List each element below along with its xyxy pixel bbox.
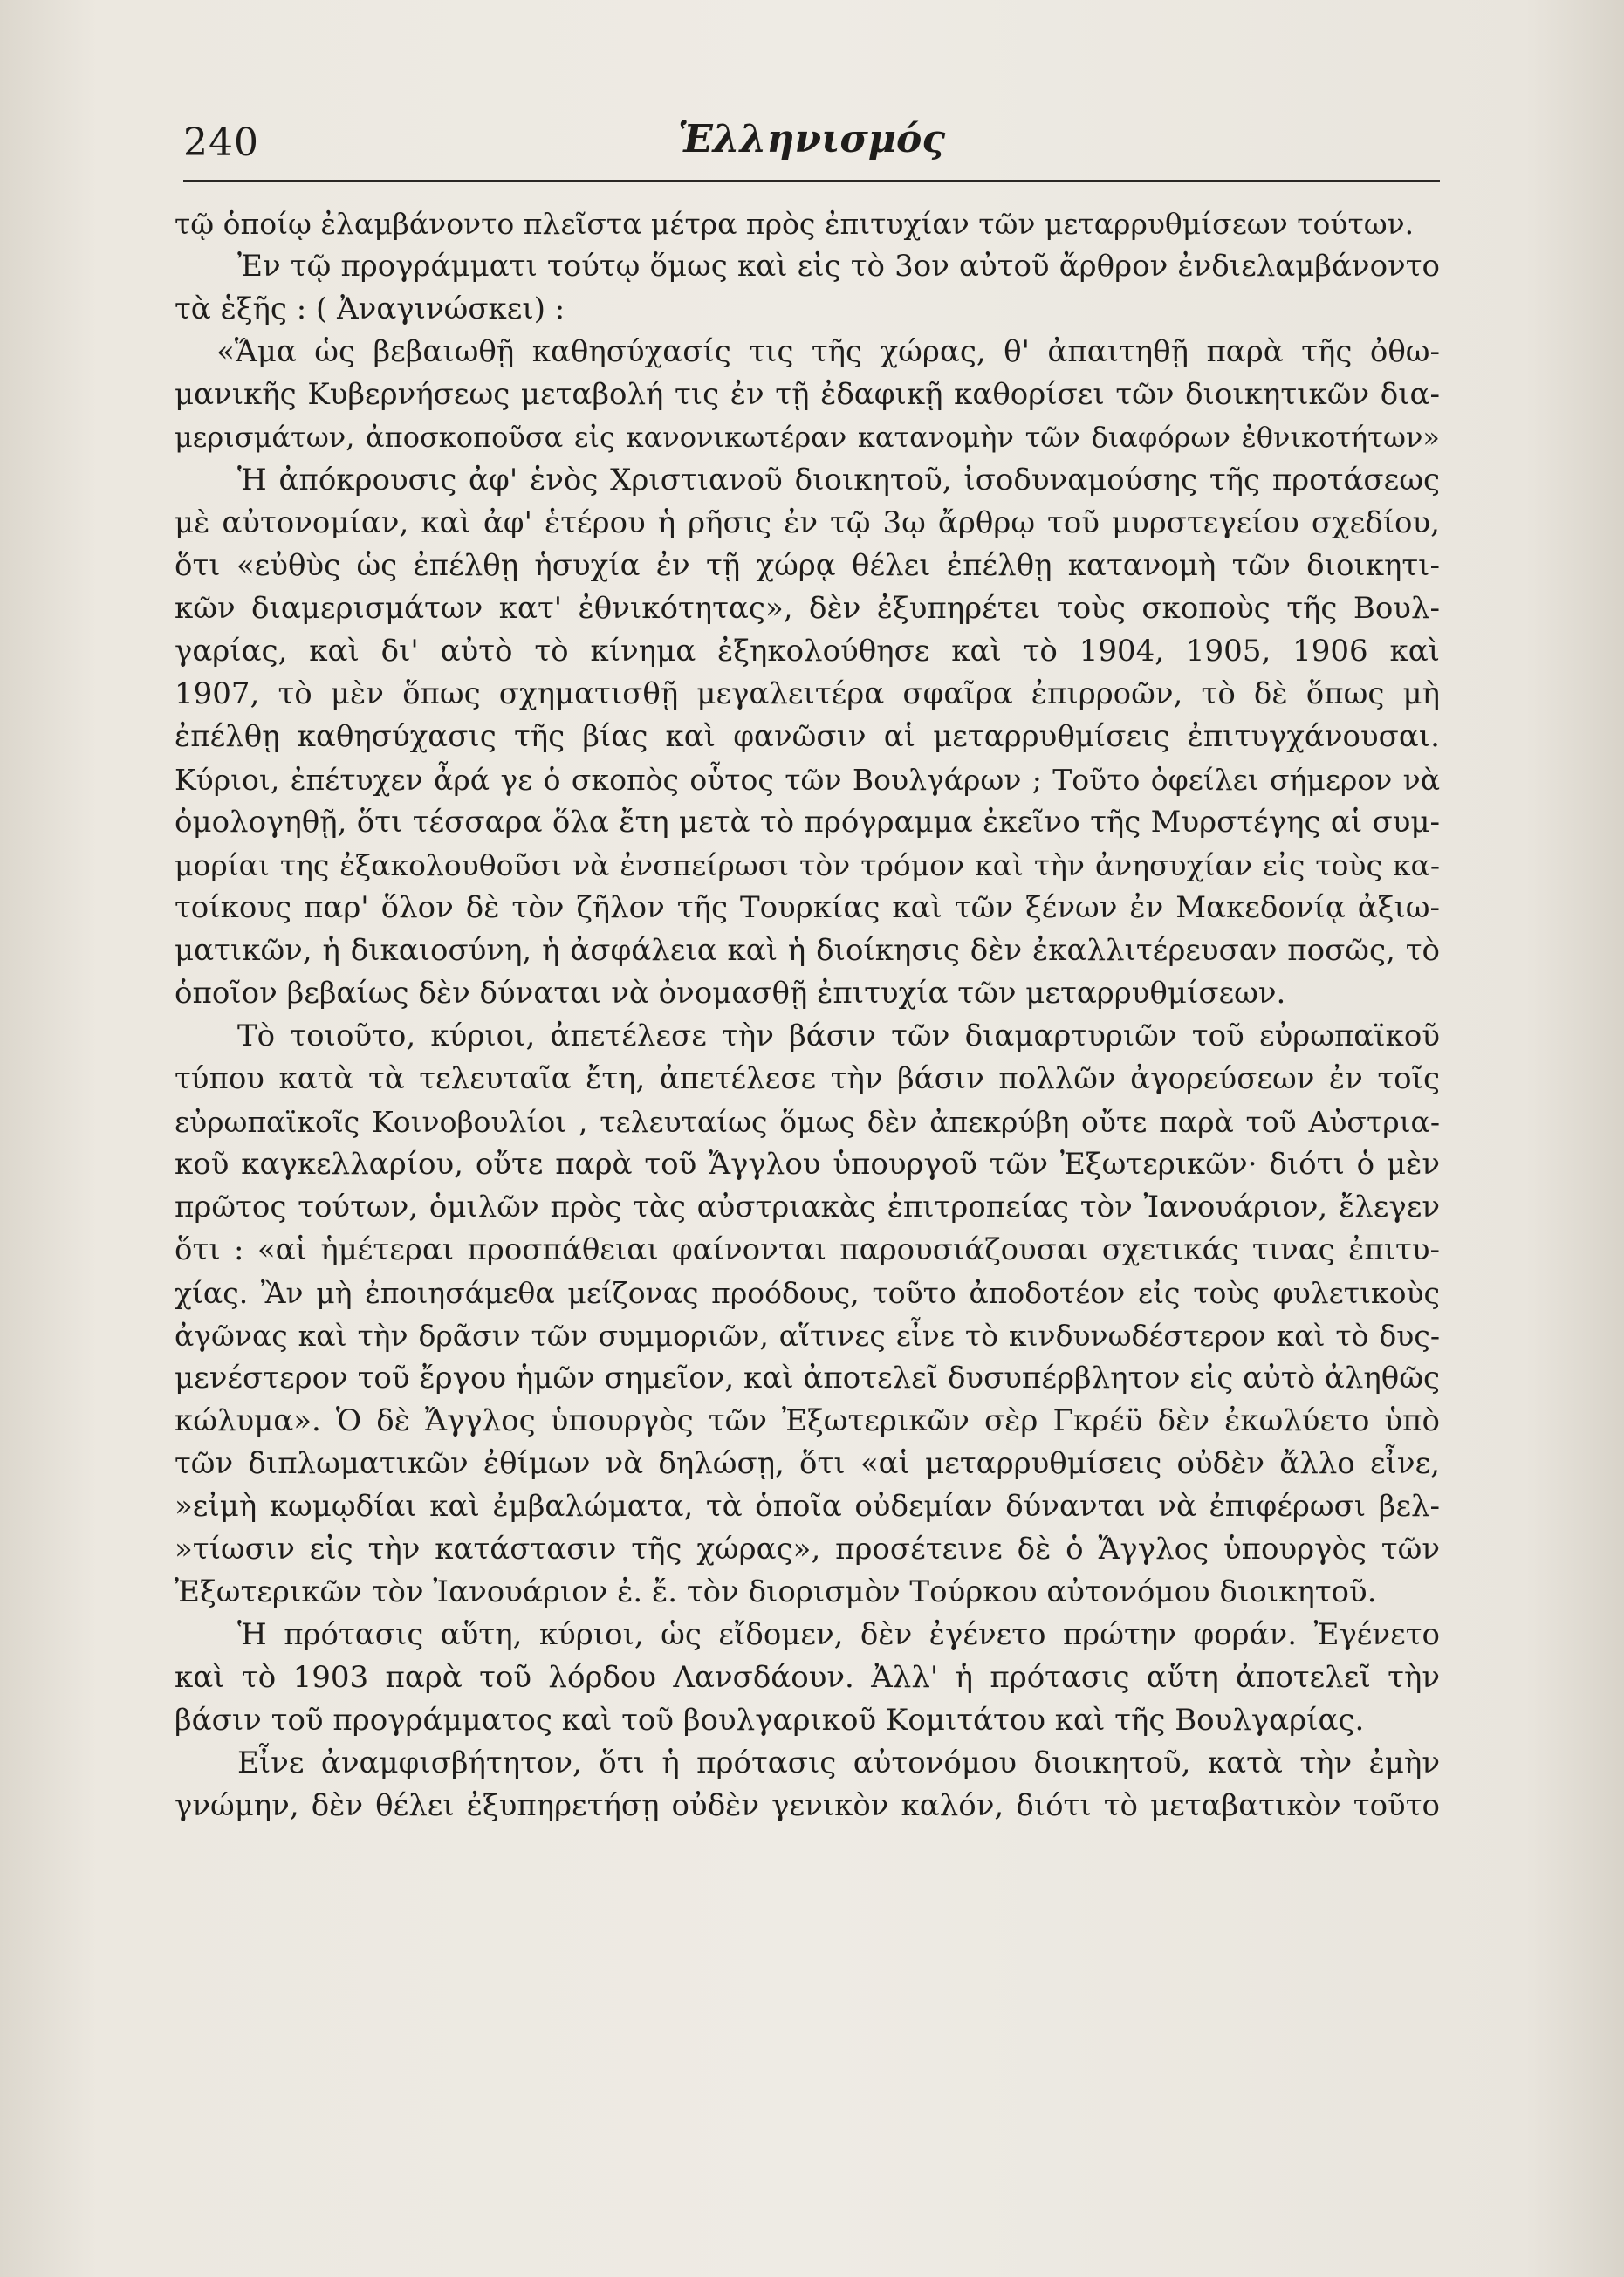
text-line: χίας. Ἂν μὴ ἐποιησάμεθα μείζονας προόδους, τοῦτο ἀποδοτέον εἰς τοὺς φυλετικοὺς (175, 1276, 1440, 1310)
text-line: εὐρωπαϊκοῖς Κοινοβουλίοι , τελευταίως ὅμως δὲν ἀπεκρύβη οὔτε παρὰ τοῦ Αὐστρια- (175, 1105, 1440, 1139)
paragraph (175, 202, 1440, 245)
paragraph (175, 1614, 1440, 1742)
text-line: βάσιν τοῦ προγράμματος καὶ τοῦ βουλγαρικοῦ Κομιτάτου καὶ τῆς Βουλγαρίας. (175, 1703, 1365, 1738)
paragraph (175, 1742, 1440, 1828)
text-line: τῶν διπλωματικῶν ἐθίμων νὰ δηλώσῃ, ὅτι «αἱ μεταρρυθμίσεις οὐδὲν ἄλλο εἶνε, (175, 1446, 1440, 1481)
text-line: τῷ ὁποίῳ ἐλαμβάνοντο πλεῖστα μέτρα πρὸς ἐπιτυχίαν τῶν μεταρρυθμίσεων τούτων. (175, 207, 1415, 241)
text-line: κοῦ καγκελλαρίου, οὔτε παρὰ τοῦ Ἄγγλου ὑπουργοῦ τῶν Ἐξωτερικῶν· διότι ὁ μὲν (175, 1147, 1440, 1182)
text-line: ὅτι «εὐθὺς ὡς ἐπέλθῃ ἡσυχία ἐν τῇ χώρᾳ θέλει ἐπέλθῃ κατανομὴ τῶν διοικητι- (175, 548, 1440, 583)
text-line: μερισμάτων, ἀποσκοποῦσα εἰς κανονικωτέραν κατανομὴν τῶν διαφόρων ἐθνικοτήτων» (175, 421, 1440, 454)
text-line: ἀγῶνας καὶ τὴν δρᾶσιν τῶν συμμοριῶν, αἵτινες εἶνε τὸ κινδυνωδέστερον καὶ τὸ δυς- (175, 1319, 1440, 1353)
quotation (175, 331, 1440, 459)
text-line: πρῶτος τούτων, ὁμιλῶν πρὸς τὰς αὐστριακὰς ἐπιτροπείας τὸν Ἰανουάριον, ἔλεγεν (175, 1190, 1440, 1224)
text-line: ὁποῖον βεβαίως δὲν δύναται νὰ ὀνομασθῇ ἐπιτυχία τῶν μεταρρυθμίσεων. (175, 976, 1286, 1011)
running-title: Ἑλληνισμός (677, 117, 946, 161)
header-rule (183, 180, 1440, 182)
text-line: Τὸ τοιοῦτο, κύριοι, ἀπετέλεσε τὴν βάσιν τῶν διαμαρτυριῶν τοῦ εὐρωπαϊκοῦ (237, 1018, 1440, 1053)
text-line: γαρίας, καὶ δι' αὐτὸ τὸ κίνημα ἐξηκολούθησε καὶ τὸ 1904, 1905, 1906 καὶ (175, 634, 1440, 669)
paragraph (175, 1015, 1440, 1614)
text-line: κῶν διαμερισμάτων κατ' ἐθνικότητας», δὲν ἐξυπηρέτει τοὺς σκοποὺς τῆς Βουλ- (175, 591, 1440, 626)
text-line: Εἶνε ἀναμφισβήτητον, ὅτι ἡ πρότασις αὐτονόμου διοικητοῦ, κατὰ τὴν ἐμὴν (237, 1745, 1440, 1780)
page-header (183, 112, 1440, 182)
text-line: κώλυμα». Ὁ δὲ Ἄγγλος ὑπουργὸς τῶν Ἐξωτερικῶν σὲρ Γκρέϋ δὲν ἐκωλύετο ὑπὸ (175, 1403, 1440, 1438)
text-line: »εἰμὴ κωμῳδίαι καὶ ἐμβαλώματα, τὰ ὁποῖα οὐδεμίαν δύνανται νὰ ἐπιφέρωσι βελ- (175, 1489, 1440, 1524)
text-line: ματικῶν, ἡ δικαιοσύνη, ἡ ἀσφάλεια καὶ ἡ διοίκησις δὲν ἐκαλλιτέρευσαν ποσῶς, τὸ (175, 933, 1440, 968)
text-line: ὁμολογηθῇ, ὅτι τέσσαρα ὅλα ἔτη μετὰ τὸ πρόγραμμα ἐκεῖνο τῆς Μυρστέγης αἱ συμ- (175, 805, 1440, 840)
text-line: γνώμην, δὲν θέλει ἐξυπηρετήσῃ οὐδὲν γενικὸν καλόν, διότι τὸ μεταβατικὸν τοῦτο (175, 1788, 1440, 1823)
text-line: Ἐξωτερικῶν τὸν Ἰανουάριον ἐ. ἔ. τὸν διορισμὸν Τούρκου αὐτονόμου διοικητοῦ. (175, 1574, 1377, 1609)
text-line: »τίωσιν εἰς τὴν κατάστασιν τῆς χώρας», προσέτεινε δὲ ὁ Ἄγγλος ὑπουργὸς τῶν (175, 1532, 1440, 1567)
text-line: «Ἅμα ὡς βεβαιωθῇ καθησύχασίς τις τῆς χώρας, θ' ἀπαιτηθῇ παρὰ τῆς ὀθω- (216, 334, 1440, 369)
text-line: μὲ αὐτονομίαν, καὶ ἀφ' ἑτέρου ἡ ρῆσις ἐν τῷ 3ῳ ἄρθρῳ τοῦ μυρστεγείου σχεδίου, (175, 505, 1440, 540)
text-line: μανικῆς Κυβερνήσεως μεταβολή τις ἐν τῇ ἐδαφικῇ καθορίσει τῶν διοικητικῶν δια- (175, 377, 1440, 412)
body-text (175, 202, 1440, 2236)
page-number: 240 (183, 120, 259, 165)
text-line: τοίκους παρ' ὅλον δὲ τὸν ζῆλον τῆς Τουρκίας καὶ τῶν ξένων ἐν Μακεδονίᾳ ἀξιω- (175, 890, 1440, 925)
text-line: τύπου κατὰ τὰ τελευταῖα ἔτη, ἀπετέλεσε τὴν βάσιν πολλῶν ἀγορεύσεων ἐν τοῖς (175, 1061, 1440, 1096)
text-line: Κύριοι, ἐπέτυχεν ἆρά γε ὁ σκοπὸς οὗτος τῶν Βουλγάρων ; Τοῦτο ὀφείλει σήμερον νὰ (175, 763, 1440, 797)
text-line: μορίαι της ἐξακολουθοῦσι νὰ ἐνσπείρωσι τὸν τρόμον καὶ τὴν ἀνησυχίαν εἰς τοὺς κα- (175, 848, 1440, 882)
text-line: Ἐν τῷ προγράμματι τούτῳ ὅμως καὶ εἰς τὸ 3ον αὐτοῦ ἄρθρον ἐνδιελαμβάνοντο (237, 249, 1440, 284)
text-line: Ἡ πρότασις αὕτη, κύριοι, ὡς εἴδομεν, δὲν ἐγένετο πρώτην φοράν. Ἐγένετο (237, 1617, 1440, 1652)
text-line: ἐπέλθῃ καθησύχασις τῆς βίας καὶ φανῶσιν αἱ μεταρρυθμίσεις ἐπιτυγχάνουσαι. (175, 719, 1440, 754)
text-line: 1907, τὸ μὲν ὅπως σχηματισθῇ μεγαλειτέρα σφαῖρα ἐπιρροῶν, τὸ δὲ ὅπως μὴ (175, 676, 1440, 711)
text-line: καὶ τὸ 1903 παρὰ τοῦ λόρδου Λανσδάουν. Ἀλλ' ἡ πρότασις αὕτη ἀποτελεῖ τὴν (175, 1660, 1440, 1695)
text-line: μενέστερον τοῦ ἔργου ἡμῶν σημεῖον, καὶ ἀποτελεῖ δυσυπέρβλητον εἰς αὐτὸ ἀληθῶς (175, 1361, 1440, 1396)
text-line: τὰ ἑξῆς : ( Ἀναγινώσκει) : (175, 291, 565, 326)
paragraph (175, 245, 1440, 331)
paragraph (175, 459, 1440, 1015)
text-line: Ἡ ἀπόκρουσις ἀφ' ἑνὸς Χριστιανοῦ διοικητοῦ, ἰσοδυναμούσης τῆς προτάσεως (237, 463, 1440, 497)
text-line: ὅτι : «αἱ ἡμέτεραι προσπάθειαι φαίνονται παρουσιάζουσαι σχετικάς τινας ἐπιτυ- (175, 1232, 1440, 1267)
